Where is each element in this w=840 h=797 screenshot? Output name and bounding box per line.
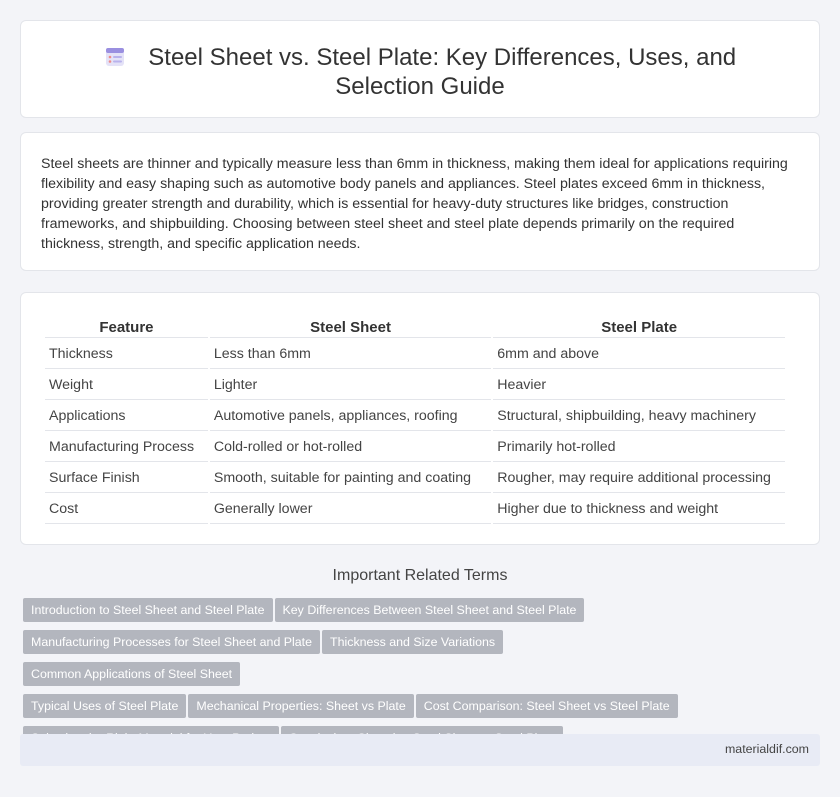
header-steel-sheet: Steel Sheet [210, 318, 491, 338]
table-cell: Generally lower [210, 495, 491, 524]
table-cell: Automotive panels, appliances, roofing [210, 402, 491, 431]
intro-paragraph: Steel sheets are thinner and typically measure less than 6mm in thickness, making them ideal for applications requiring flexibility and easy shaping such as automotive body panels and appliances. Steel plates exceed 6mm in thickness, providing greater strength and durability, which is essential for heavy-duty structures like bridges, construction frameworks, and shipbuilding. Choosing between steel sheet and steel plate depends primarily on the required thickness, strength, and specific application needs. [41, 156, 788, 252]
table-cell: Cold-rolled or hot-rolled [210, 433, 491, 462]
table-cell: Applications [45, 402, 208, 431]
table-cell: Higher due to thickness and weight [493, 495, 785, 524]
footer-bar [20, 734, 820, 766]
related-terms-title: Important Related Terms [332, 567, 508, 584]
header-card [20, 20, 820, 118]
table-cell: Cost [45, 495, 208, 524]
related-term-link[interactable]: Typical Uses of Steel Plate [23, 694, 186, 718]
related-term-link[interactable]: Key Differences Between Steel Sheet and Steel Plate [275, 598, 585, 622]
related-term-link[interactable]: Mechanical Properties: Sheet vs Plate [188, 694, 413, 718]
intro-card [20, 132, 820, 271]
table-cell: Primarily hot-rolled [493, 433, 785, 462]
table-row [45, 433, 785, 462]
table-row [45, 495, 785, 524]
table-cell: 6mm and above [493, 340, 785, 369]
table-cell: Rougher, may require additional processing [493, 464, 785, 493]
table-cell: Weight [45, 371, 208, 400]
table-cell: Surface Finish [45, 464, 208, 493]
related-term-link[interactable]: Introduction to Steel Sheet and Steel Plate [23, 598, 273, 622]
table-row [45, 340, 785, 369]
table-cell: Lighter [210, 371, 491, 400]
page-title: Steel Sheet vs. Steel Plate: Key Differences, Uses, and Selection Guide [148, 44, 737, 100]
table-cell: Manufacturing Process [45, 433, 208, 462]
table-cell: Thickness [45, 340, 208, 369]
header-steel-plate: Steel Plate [493, 318, 785, 338]
footer-site-link[interactable]: materialdif.com [724, 742, 809, 756]
table-cell: Smooth, suitable for painting and coating [210, 464, 491, 493]
table-chart-icon [104, 46, 126, 68]
header-feature: Feature [45, 318, 208, 338]
related-term-link[interactable]: Thickness and Size Variations [322, 630, 503, 654]
related-term-link[interactable]: Cost Comparison: Steel Sheet vs Steel Plate [416, 694, 678, 718]
table-cell: Less than 6mm [210, 340, 491, 369]
related-term-link[interactable]: Common Applications of Steel Sheet [23, 662, 240, 686]
comparison-table [43, 316, 787, 526]
table-header-row [45, 318, 785, 338]
title-wrap [21, 43, 819, 101]
table-cell: Heavier [493, 371, 785, 400]
comparison-table-card [20, 292, 820, 545]
table-cell: Structural, shipbuilding, heavy machinery [493, 402, 785, 431]
table-row [45, 402, 785, 431]
table-row [45, 464, 785, 493]
related-term-link[interactable]: Manufacturing Processes for Steel Sheet and Plate [23, 630, 320, 654]
table-row [45, 371, 785, 400]
